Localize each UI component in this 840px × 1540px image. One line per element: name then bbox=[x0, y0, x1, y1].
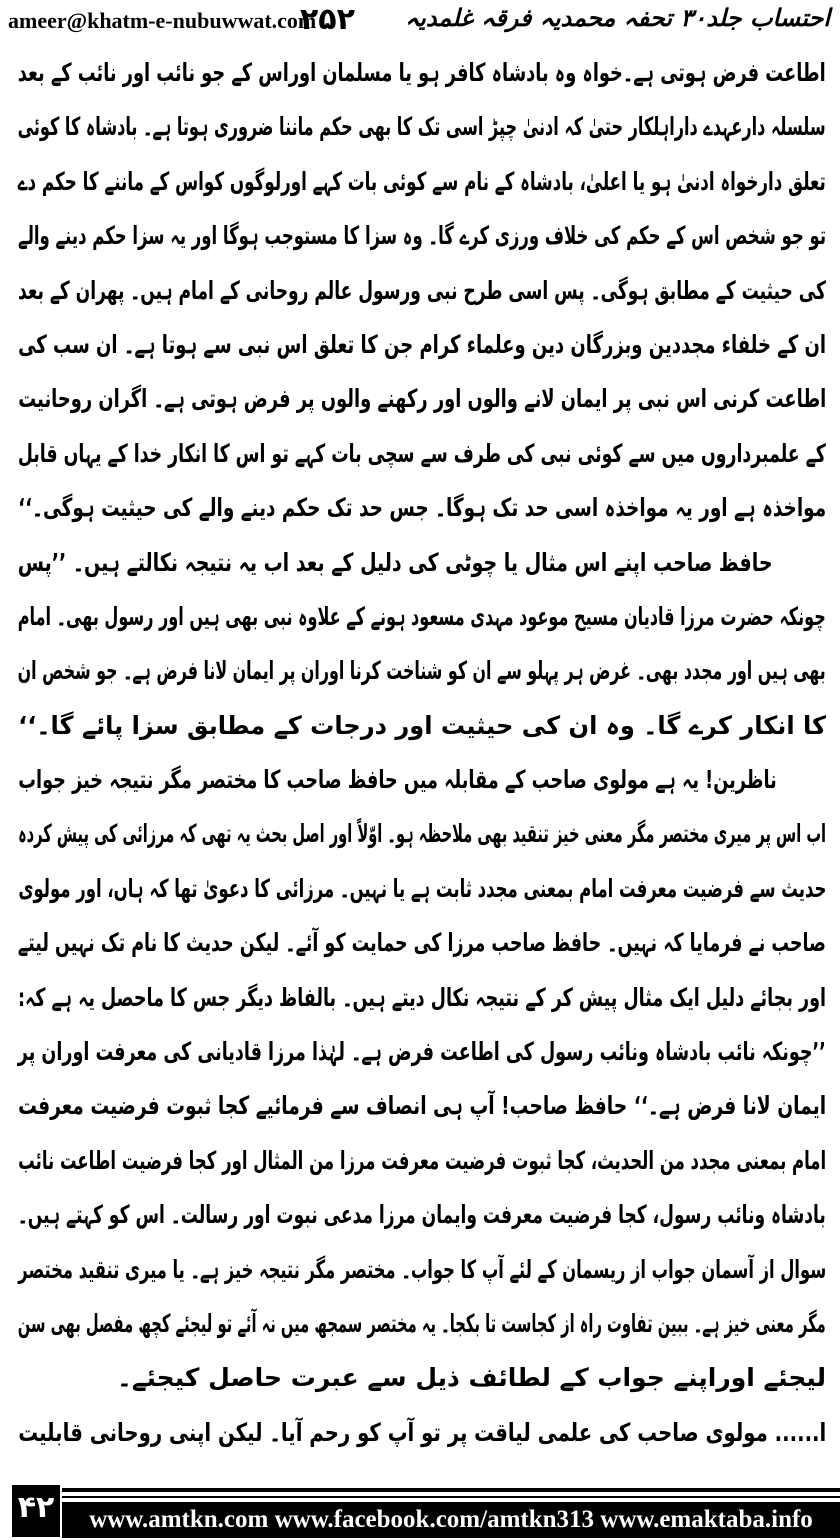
text-line bbox=[18, 1200, 826, 1254]
text-line bbox=[18, 276, 826, 330]
text-line bbox=[18, 874, 826, 928]
text-line bbox=[18, 1255, 826, 1309]
text-line-content: اطاعت فرض ہوتی ہے۔خواہ وہ بادشاہ کافر ہو یا مسلمان اوراس کے جو نائب اور نائب کے بعد bbox=[18, 58, 826, 87]
text-line-content: ایمان لانا فرض ہے۔‘‘ حافظ صاحب! آپ ہی انصاف سے فرمائیے کجا ثبوت فرضیت معرفت bbox=[18, 1091, 826, 1121]
text-line bbox=[18, 1309, 826, 1363]
text-line-content: اطاعت کرنی اس نبی پر ایمان لانے والوں اور رکھنے والوں پر فرض ہوتی ہے۔ اگران روحانیت bbox=[17, 384, 826, 414]
header-email: ameer@khatm-e-nubuwwat.com bbox=[8, 8, 317, 33]
text-line-content: اور بجائے دلیل ایک مثال پیش کر کے نتیجہ نکال دیتے ہیں۔ بالفاظ دیگر جس کا ماحصل یہ ہے کہ: bbox=[18, 982, 826, 1012]
text-line bbox=[18, 765, 826, 819]
text-line-content: سلسلہ دارعہدے داراہلکار حتیٰ کہ ادنیٰ چپڑ اسی تک کا بھی حکم ماننا ضروری ہوتا ہے۔ بادشاہ کا کوئی bbox=[18, 112, 826, 142]
text-line-content: مواخذہ ہے اور یہ مواخذہ اسی حد تک ہوگا۔ جس حد تک حکم دینے والے کی حیثیت ہوگی۔‘‘ bbox=[18, 493, 826, 523]
text-line-content: سوال از آسمان جواب از ریسمان کے لئے آپ کا جواب۔ مختصر مگر نتیجہ خیز ہے۔ یا میری تنقید مختصر bbox=[18, 1254, 826, 1284]
text-line bbox=[18, 602, 826, 656]
text-line-content: ’’چونکہ نائب بادشاہ ونائب رسول کی اطاعت فرض ہے۔ لہٰذا مرزا قادیانی کی معرفت اوران پر bbox=[18, 1037, 826, 1067]
text-line-content: بھی ہیں اور مجدد بھی۔ غرض ہر پہلو سے ان کو شناخت کرنا اوران پر ایمان لانا فرض ہے۔ جو شخص ان bbox=[18, 656, 826, 686]
text-line-content: تعلق دارخواہ ادنیٰ ہو یا اعلیٰ، بادشاہ کے نام سے کوئی بات کہے اورلوگوں کواس کے ماننے کا حکم دے bbox=[18, 166, 826, 196]
text-line-content: صاحب نے فرمایا کہ نہیں۔ حافظ صاحب مرزا کی حمایت کو آئے۔ لیکن حدیث کا نام تک نہیں لیتے bbox=[18, 928, 826, 958]
text-line-content: اب اس پر میری مختصر مگر معنی خیز تنقید بھی ملاحظہ ہو۔ اوّلاً اور اصل بحث یہ تھی کہ مرزائی کی پیش کردہ bbox=[18, 819, 826, 849]
text-line bbox=[18, 1091, 826, 1145]
text-line bbox=[18, 928, 826, 982]
text-line bbox=[18, 819, 826, 873]
text-line-content: مگر معنی خیز ہے۔ ببین تفاوت راہ از کجاست تا بکجا۔ یہ مختصر سمجھ میں نہ آئے تو لیجئے کچھ مفصل بھی سن bbox=[17, 1308, 826, 1338]
footer-divider bbox=[62, 1488, 840, 1492]
text-line-content: حافظ صاحب اپنے اس مثال یا چوٹی کی دلیل کے بعد اب یہ نتیجہ نکالتے ہیں۔ ’’پس bbox=[18, 547, 773, 577]
text-line bbox=[18, 221, 826, 275]
footer-websites: www.amtkn.com www.facebook.com/amtkn313 www.emaktaba.info bbox=[62, 1502, 840, 1538]
footer-divider bbox=[62, 1496, 840, 1498]
text-line bbox=[18, 439, 826, 493]
text-line-content: لیجئے اوراپنے جواب کے لطائف ذیل سے عبرت حاصل کیجئے۔ bbox=[117, 1363, 826, 1393]
header-page-number: ۲۵۲ bbox=[300, 2, 355, 37]
text-line-content: امام بمعنی مجدد من الحدیث، کجا ثبوت فرضیت معرفت مرزا من المثال اور کجا فرضیت اطاعت نائب bbox=[18, 1145, 826, 1175]
text-line bbox=[18, 656, 826, 710]
text-line bbox=[18, 1146, 826, 1200]
text-line bbox=[18, 983, 826, 1037]
header-book-title: احتساب جلد۳۰ تحفہ محمدیہ فرقہ غلمدیہ bbox=[405, 4, 830, 32]
text-line bbox=[18, 493, 826, 547]
text-line-content: کے علمبرداروں میں سے کوئی نبی کی طرف سے سچی بات کہے تو اس کا انکار خدا کے یہاں قابل bbox=[18, 438, 826, 468]
text-line bbox=[18, 330, 826, 384]
text-line-content: حدیث سے فرضیت معرفت امام بمعنی مجدد ثابت ہے یا نہیں۔ مرزائی کا دعویٰ تھا کہ ہاں، اور مولوی bbox=[18, 873, 826, 903]
footer-page-number: ۴۲ bbox=[12, 1485, 60, 1537]
text-line-content: ناظرین! یہ ہے مولوی صاحب کے مقابلہ میں حافظ صاحب کا مختصر مگر نتیجہ خیز جواب bbox=[18, 765, 777, 795]
text-line bbox=[18, 384, 826, 438]
text-line bbox=[18, 1363, 826, 1417]
text-line bbox=[18, 1418, 826, 1472]
text-line bbox=[18, 112, 826, 166]
text-line-content: تو جو شخص اس کے حکم کی خلاف ورزی کرے گا۔ وہ سزا کا مستوجب ہوگا اور یہ سزا حکم دینے والے bbox=[18, 221, 826, 251]
text-line bbox=[18, 548, 826, 602]
text-line-content: چونکہ حضرت مرزا قادیان مسیح موعود مہدی مسعود ہونے کے علاوہ نبی بھی ہیں اور رسول بھی۔ امام bbox=[18, 601, 826, 631]
text-line-content: بادشاہ ونائب رسول، کجا فرضیت معرفت وایمان مرزا مدعی نبوت اور رسالت۔ اس کو کہتے ہیں۔ bbox=[18, 1200, 826, 1230]
text-line-content: کا انکار کرے گا۔ وہ ان کی حیثیت اور درجات کے مطابق سزا پائے گا۔‘‘ bbox=[18, 710, 826, 740]
page-body-text bbox=[18, 58, 826, 1472]
text-line bbox=[18, 711, 826, 765]
text-line-content: ا...... مولوی صاحب کی علمی لیاقت پر تو آپ کو رحم آیا۔ لیکن اپنی روحانی قابلیت bbox=[18, 1417, 826, 1447]
text-line-content: ان کے خلفاء مجددین وبزرگان دین وعلماء کرام جن کا تعلق اس نبی سے ہوتا ہے۔ ان سب کی bbox=[18, 329, 826, 359]
text-line bbox=[18, 58, 826, 112]
text-line bbox=[18, 167, 826, 221]
text-line bbox=[18, 1037, 826, 1091]
text-line-content: کی حیثیت کے مطابق ہوگی۔ پس اسی طرح نبی ورسول عالم روحانی کے امام ہیں۔ پھران کے بعد bbox=[18, 275, 826, 305]
